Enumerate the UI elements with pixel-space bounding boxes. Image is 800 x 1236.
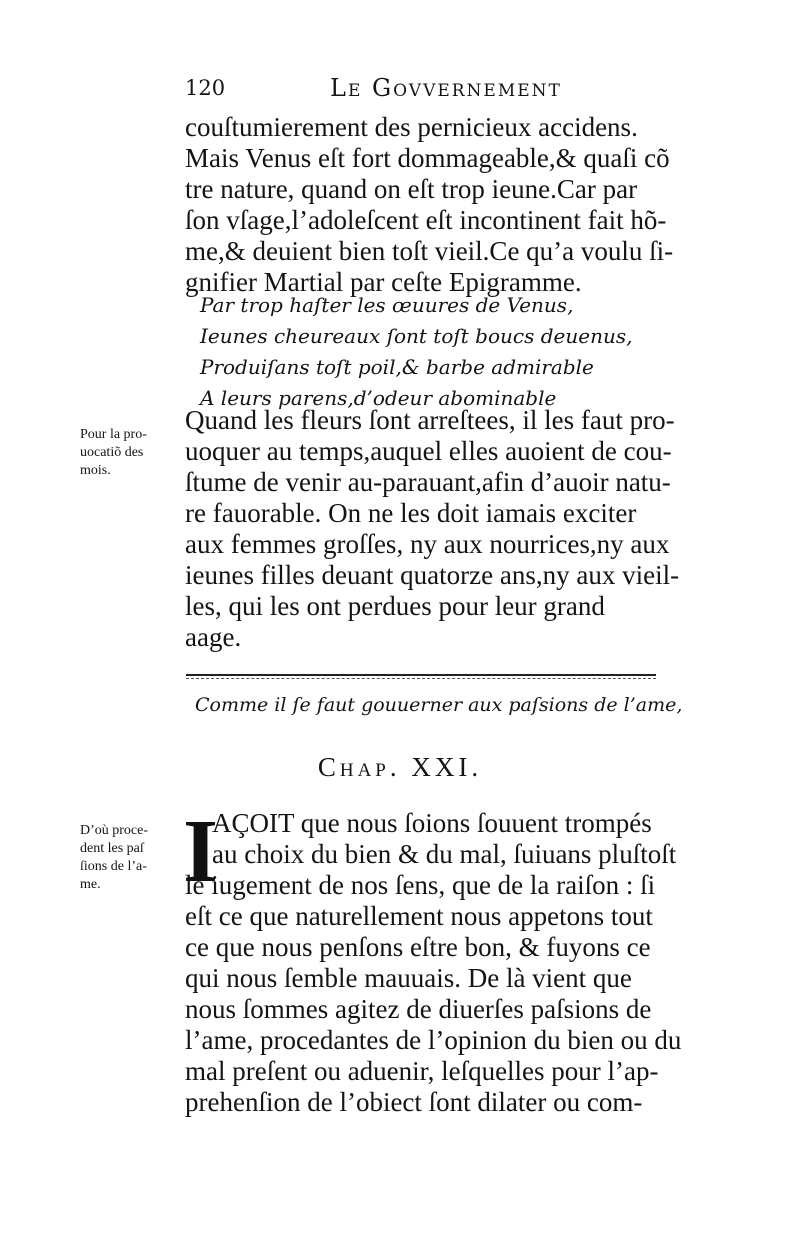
margin-line: mois. — [80, 463, 111, 478]
verse-line: Produiſans toſt poil,& barbe admirable — [200, 355, 594, 379]
text-line: qui nous ſemble mauuais. De là vient que — [185, 963, 632, 993]
margin-note-provocation — [80, 426, 175, 480]
text-line: Mais Venus eſt fort dommageable,& quaſi cõ — [185, 143, 670, 173]
text-line: Quand les fleurs ſont arreſtees, il les faut pro- — [185, 405, 675, 435]
text-line: l’ame, procedantes de l’opinion du bien ou du — [185, 1025, 682, 1055]
text-line: ieunes filles deuant quatorze ans,ny aux vieil- — [185, 560, 680, 590]
section-divider-secondary — [186, 678, 656, 679]
epigram-verse — [200, 290, 640, 414]
running-title: Le Govvernement — [330, 74, 562, 102]
text-line: ce que nous penſons eſtre bon, & fuyons ce — [185, 932, 651, 962]
text-line: uoquer au temps,auquel elles auoient de cou- — [185, 436, 672, 466]
middle-paragraph — [185, 405, 680, 653]
verse-line: Ieunes cheureaux ſont toſt boucs deuenus, — [200, 324, 633, 348]
chapter-paragraph — [185, 870, 682, 1118]
text-line: les, qui les ont perdues pour leur grand — [185, 591, 605, 621]
text-line: aux femmes groſſes, ny aux nourrices,ny aux — [185, 529, 670, 559]
verse-line: A leurs parens,d’odeur abominable — [200, 386, 557, 410]
text-line: prehenſion de l’obiect ſont dilater ou com- — [185, 1087, 643, 1117]
upper-paragraph — [185, 112, 674, 298]
margin-line: dent les paſ — [80, 841, 144, 856]
text-line: tre nature, quand on eſt trop ieune.Car par — [185, 174, 638, 204]
text-line: au choix du bien & du mal, ſuiuans pluſtoſt — [212, 839, 677, 869]
chapter-opening-lines — [212, 808, 677, 870]
chapter-heading: Chap. XXI. — [317, 752, 483, 782]
margin-line: uocatiõ des — [80, 445, 144, 460]
margin-note-passions — [80, 822, 175, 894]
text-line: nous ſommes agitez de diuerſes paſsions de — [185, 994, 652, 1024]
text-line: eſt ce que naturellement nous appetons tout — [185, 901, 653, 931]
drop-cap: I — [183, 802, 219, 901]
margin-line: me. — [80, 877, 101, 892]
section-title: Comme il ſe faut gouuerner aux paſsions de l’ame, — [195, 694, 683, 716]
section-divider — [186, 674, 656, 676]
text-line: ſon vſage,l’adoleſcent eſt incontinent fait hõ- — [185, 205, 667, 235]
margin-line: Pour la pro- — [80, 427, 147, 442]
page-header — [185, 76, 660, 106]
text-line: le iugement de nos ſens, que de la raiſon : ſi — [185, 870, 656, 900]
margin-line: ſions de l’a- — [80, 859, 147, 874]
text-line: AÇOIT que nous ſoions ſouuent trompés — [212, 808, 652, 838]
text-line: me,& deuient bien toſt vieil.Ce qu’a voulu ſi- — [185, 236, 674, 266]
text-line: gnifier Martial par ceſte Epigramme. — [185, 267, 582, 297]
text-line: couſtumierement des pernicieux accidens. — [185, 112, 638, 142]
margin-line: D’où proce- — [80, 823, 149, 838]
text-line: mal preſent ou aduenir, leſquelles pour l’ap- — [185, 1056, 659, 1086]
verse-line: Par trop haſter les œuures de Venus, — [200, 293, 574, 317]
text-line: ſtume de venir au-parauant,afin d’auoir natu- — [185, 467, 671, 497]
text-line: aage. — [185, 622, 242, 652]
text-line: re fauorable. On ne les doit iamais exciter — [185, 498, 637, 528]
page-number: 120 — [185, 76, 226, 100]
